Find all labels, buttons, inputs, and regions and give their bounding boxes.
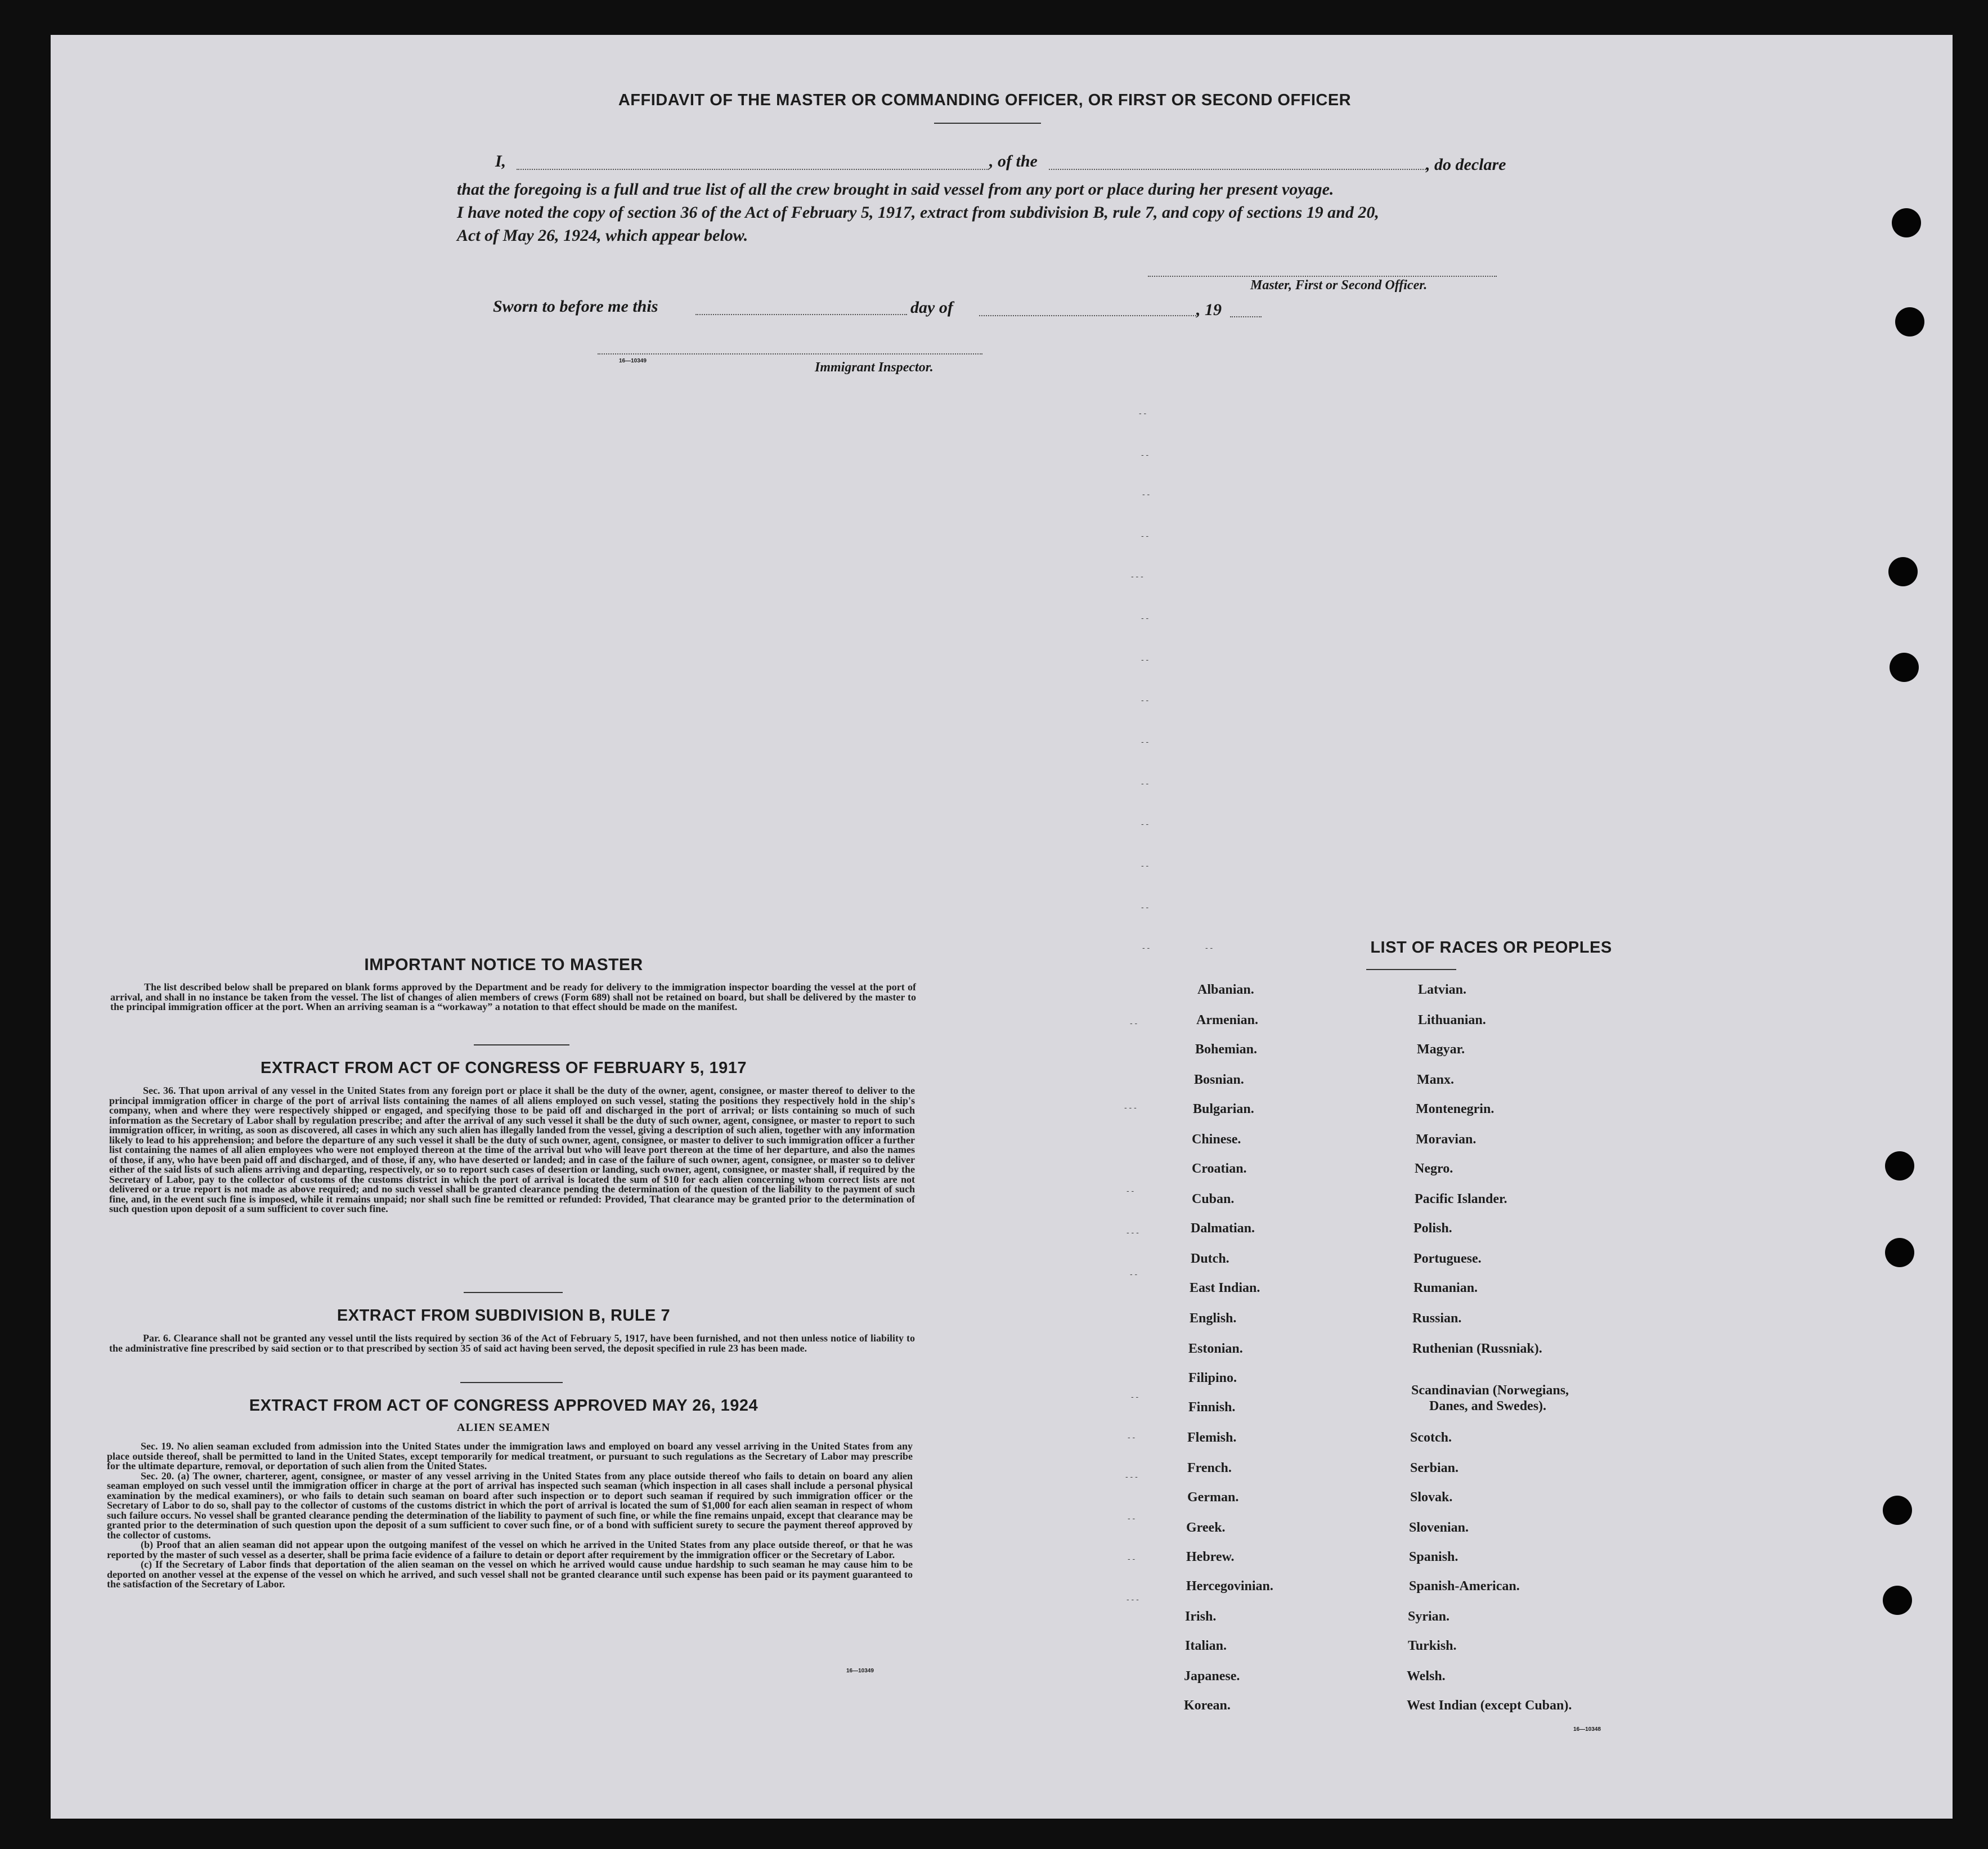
section-rule: [464, 1292, 563, 1293]
race-item: German.: [1187, 1490, 1239, 1505]
race-item: Hebrew.: [1186, 1550, 1235, 1564]
title-rule: [934, 123, 1041, 124]
faint-mark: - - -: [1125, 1472, 1138, 1481]
sec19-text: Sec. 19. No alien seaman excluded from admission into the United States under the immigration laws and employed on board any vessel arriving in the United States from any place outside thereof, shall be permitted to land in the United States, except temporarily for medical treatment, or pursuant to such regulations as the Secretary of Labor may prescribe for the ultimate departure, removal, or deportation of such alien from the United States.: [107, 1440, 913, 1471]
sec20a-text: Sec. 20. (a) The owner, charterer, agent, consignee, or master of any vessel arriving in the United States from any place outside thereof who fails to detain on board any alien seaman employed on such vessel until the immigration officer in charge at the port of arrival has inspected such seaman (which inspection in all cases shall include a personal physical examination by the medical examiners), or who fails to detain such seaman on board after such inspection or to deport such seaman if required by such immigration officer or the Secretary of Labor to do so, shall pay to the collector of customs of the customs district in which the port of arrival is located the sum of $1,000 for each alien seaman in respect of whom such failure occurs. No vessel shall be granted clearance pending the determination of the liability to payment of such fine, or while the fine remains unpaid, except that clearance may be granted prior to the determination of such question upon the deposit of a sum sufficient to cover such fine, or of a bond with sufficient surety to secure the payment thereof approved by the collector of customs.: [107, 1470, 913, 1541]
race-item: English.: [1190, 1311, 1237, 1326]
binder-hole: [1892, 208, 1921, 237]
binder-hole: [1895, 307, 1924, 336]
section-rule: [460, 1382, 563, 1383]
race-item: Moravian.: [1416, 1132, 1477, 1147]
declarant-label: I,: [495, 152, 506, 170]
race-item: Danes, and Swedes).: [1429, 1399, 1547, 1413]
races-title-rule: [1366, 969, 1456, 970]
faint-mark: - -: [1142, 490, 1150, 499]
sworn-day-field[interactable]: [695, 314, 907, 315]
race-item: Scandinavian (Norwegians,: [1411, 1383, 1569, 1398]
race-item: Latvian.: [1418, 982, 1467, 997]
race-item: Russian.: [1412, 1311, 1462, 1326]
race-item: Flemish.: [1187, 1430, 1237, 1445]
declarant-name-field[interactable]: [517, 169, 989, 170]
faint-mark: - -: [1130, 1269, 1138, 1278]
binder-hole: [1890, 653, 1919, 682]
sworn-label: Sworn to before me this: [493, 297, 658, 316]
inspector-signature-field[interactable]: [598, 353, 982, 354]
race-item: Bohemian.: [1195, 1042, 1258, 1057]
race-item: Chinese.: [1192, 1132, 1241, 1147]
extract-1924-title: EXTRACT FROM ACT OF CONGRESS APPROVED MAY 26, 1924: [249, 1397, 759, 1415]
of-the-label: , of the: [989, 152, 1038, 170]
faint-mark: - -: [1141, 655, 1149, 664]
declaration-line-1: that the foregoing is a full and true list of all the crew brought in said vessel from any port or place during her present voyage.: [457, 180, 1334, 199]
binder-hole: [1883, 1586, 1912, 1615]
alien-seamen-subtitle: ALIEN SEAMEN: [457, 1421, 550, 1434]
race-item: Bulgarian.: [1193, 1102, 1254, 1116]
master-signature-label: Master, First or Second Officer.: [1250, 278, 1428, 293]
faint-mark: - -: [1128, 1514, 1136, 1523]
binder-hole: [1883, 1496, 1912, 1525]
race-item: Finnish.: [1188, 1400, 1236, 1415]
sworn-month-field[interactable]: [979, 315, 1196, 316]
binder-hole: [1885, 1238, 1914, 1267]
race-item: Japanese.: [1184, 1669, 1240, 1684]
race-item: Bosnian.: [1194, 1072, 1244, 1087]
race-item: Hercegovinian.: [1186, 1579, 1273, 1594]
extract-1924-text: [107, 1442, 913, 1590]
race-item: Irish.: [1185, 1609, 1217, 1624]
section-rule: [474, 1044, 569, 1045]
faint-mark: - -: [1141, 695, 1149, 704]
declaration-line-2: I have noted the copy of section 36 of the Act of February 5, 1917, extract from subdivision B, rule 7, and copy of sections 19 and 20,: [457, 203, 1379, 222]
race-item: East Indian.: [1190, 1281, 1260, 1295]
race-item: Welsh.: [1407, 1669, 1446, 1684]
faint-mark: - - -: [1127, 1595, 1139, 1604]
race-item: Spanish.: [1409, 1550, 1459, 1564]
faint-mark: - -: [1205, 943, 1213, 952]
race-item: Rumanian.: [1413, 1281, 1478, 1295]
race-item: Ruthenian (Russniak).: [1412, 1341, 1542, 1356]
race-item: Serbian.: [1410, 1461, 1459, 1475]
binder-hole: [1888, 557, 1918, 586]
race-item: Pacific Islander.: [1415, 1192, 1507, 1206]
day-of-label: day of: [910, 298, 953, 317]
faint-mark: - -: [1141, 861, 1149, 870]
rule7-title: EXTRACT FROM SUBDIVISION B, RULE 7: [336, 1307, 671, 1325]
faint-mark: - - -: [1131, 572, 1143, 581]
faint-mark: - -: [1127, 1186, 1134, 1195]
race-item: Slovenian.: [1409, 1520, 1469, 1535]
race-item: Portuguese.: [1413, 1251, 1482, 1266]
faint-mark: - -: [1142, 943, 1150, 952]
faint-mark: - -: [1141, 819, 1149, 828]
affidavit-title: AFFIDAVIT OF THE MASTER OR COMMANDING OFFICER, OR FIRST OR SECOND OFFICER: [618, 91, 1352, 109]
extract-form-number: 16—10349: [846, 1668, 874, 1674]
faint-mark: - -: [1139, 409, 1147, 418]
race-item: Filipino.: [1188, 1371, 1237, 1385]
binder-hole: [1885, 1151, 1914, 1181]
race-item: Magyar.: [1417, 1042, 1465, 1057]
race-item: French.: [1187, 1461, 1232, 1475]
race-item: Cuban.: [1192, 1192, 1235, 1206]
faint-mark: - -: [1130, 1018, 1138, 1027]
race-item: Greek.: [1186, 1520, 1226, 1535]
race-item: Estonian.: [1188, 1341, 1243, 1356]
race-item: Spanish-American.: [1409, 1579, 1520, 1594]
race-item: Albanian.: [1197, 982, 1254, 997]
race-item: Korean.: [1184, 1698, 1231, 1713]
race-item: Slovak.: [1410, 1490, 1453, 1505]
faint-mark: - -: [1141, 737, 1149, 746]
year-label: , 19: [1196, 300, 1222, 319]
inspector-label: Immigrant Inspector.: [815, 360, 934, 375]
sec20b-text: (b) Proof that an alien seaman did not appear upon the outgoing manifest of the vessel on which he arrived in the United States from any place outside thereof, or that he was reported by the master of such vessel as a deserter, shall be prima facie evidence of a failure to detain or deport after requirement by the immigration officer or the Secretary of Labor.: [107, 1539, 913, 1560]
race-item: Syrian.: [1408, 1609, 1450, 1624]
do-declare-label: , do declare: [1426, 155, 1506, 174]
faint-mark: - -: [1141, 531, 1149, 540]
declaration-line-3: Act of May 26, 1924, which appear below.: [457, 226, 748, 245]
race-item: Lithuanian.: [1418, 1013, 1486, 1027]
declaration-text: [457, 178, 1520, 247]
affidavit-form-number: 16—10349: [619, 358, 647, 364]
rule7-text: Par. 6. Clearance shall not be granted any vessel until the lists required by section 36 of the Act of February 5, 1917, have been furnished, and not then unless notice of liability to the administrative fine prescribed by said section or to that prescribed by section 35 of said act having been served, the deposit specified in rule 23 has been made.: [109, 1332, 915, 1354]
race-item: West Indian (except Cuban).: [1407, 1698, 1572, 1713]
master-signature-field[interactable]: [1148, 276, 1497, 277]
races-title: LIST OF RACES OR PEOPLES: [1370, 939, 1612, 957]
races-form-number: 16—10348: [1573, 1726, 1601, 1733]
faint-mark: - -: [1141, 613, 1149, 622]
extract-1917-title: EXTRACT FROM ACT OF CONGRESS OF FEBRUARY 5, 1917: [260, 1059, 747, 1077]
faint-mark: - -: [1141, 903, 1149, 912]
race-item: Scotch.: [1410, 1430, 1452, 1445]
race-item: Italian.: [1185, 1639, 1227, 1653]
sworn-year-field[interactable]: [1230, 316, 1262, 317]
race-item: Croatian.: [1192, 1161, 1247, 1176]
race-item: Polish.: [1413, 1221, 1452, 1236]
faint-mark: - -: [1131, 1392, 1139, 1401]
faint-mark: - -: [1141, 450, 1149, 459]
faint-mark: - -: [1128, 1554, 1136, 1563]
vessel-name-field[interactable]: [1049, 169, 1426, 170]
faint-mark: - -: [1141, 779, 1149, 788]
extract-1917-text: Sec. 36. That upon arrival of any vessel in the United States from any foreign port or place it shall be the duty of the owner, agent, consignee, or master thereof to deliver to the principal immigration officer in charge of the port of arrival lists containing the names of all aliens employed on such vessel, stating the positions they respectively hold in the ship's company, when and where they were respectively shipped or engaged, and specifying those to be paid off and discharged in the port of arrival; or lists containing so much of such information as the Secretary of Labor shall by regulation prescribe; and after the arrival of any such vessel it shall be the duty of such owner, agent, consignee, or master to report to such immigration officer, in writing, as soon as discovered, all cases in which any such alien has illegally landed from the vessel, giving a description of such alien, together with any information likely to lead to his apprehension; and before the departure of any such vessel it shall be the duty of such owner, agent, consignee, or master to deliver to such immigration officer a further list containing the names of all alien employees who were not employed thereon at the time of the arrival but who will leave port thereon at the time of her departure, and also the names of those, if any, who have been paid off and discharged, and of those, if any, who have deserted or landed; and in case of the failure of such owner, agent, consignee, or master so to deliver either of the said lists of such aliens arriving and departing, respectively, or so to report such cases of desertion or landing, such owner, agent, consignee, or master shall, if required by the Secretary of Labor, pay to the collector of customs of the customs district in which the port of arrival is located the sum of $10 for each alien concerning whom correct lists are not delivered or a true report is not made as above required; and no such vessel shall be granted clearance pending the determination of the question of the liability to the payment of such fine, and, in the event such fine is imposed, while it remains unpaid; nor shall such fine be remitted or refunded: Provided, That clearance may be granted prior to the determination of such question upon deposit of a sum sufficient to cover such fine.: [109, 1085, 915, 1214]
notice-text: The list described below shall be prepared on blank forms approved by the Department and be ready for delivery to the immigration inspector boarding the vessel at the port of arrival, and shall in no instance be taken from the vessel. The list of changes of alien members of crews (Form 689) shall not be retained on board, but shall be delivered by the master to the principal immigration officer at the port. When an arriving seaman is a “workaway” a notation to that effect should be made on the manifest.: [110, 981, 916, 1012]
sec20c-text: (c) If the Secretary of Labor finds that deportation of the alien seaman on the vessel on which he arrived would cause undue hardship to such seaman he may cause him to be deported on another vessel at the expense of the vessel on which he arrived, and such vessel shall not be granted clearance until such expense has been paid or its payment guaranteed to the satisfaction of the Secretary of Labor.: [107, 1559, 913, 1590]
race-item: Armenian.: [1196, 1013, 1258, 1027]
faint-mark: - - -: [1127, 1228, 1139, 1237]
race-item: Turkish.: [1408, 1639, 1457, 1653]
race-item: Negro.: [1415, 1161, 1453, 1176]
race-item: Dalmatian.: [1191, 1221, 1255, 1236]
faint-mark: - - -: [1124, 1103, 1137, 1112]
race-item: Dutch.: [1191, 1251, 1229, 1266]
faint-mark: - -: [1128, 1433, 1136, 1442]
race-item: Montenegrin.: [1416, 1102, 1495, 1116]
race-item: Manx.: [1417, 1072, 1454, 1087]
notice-title: IMPORTANT NOTICE TO MASTER: [364, 955, 643, 974]
